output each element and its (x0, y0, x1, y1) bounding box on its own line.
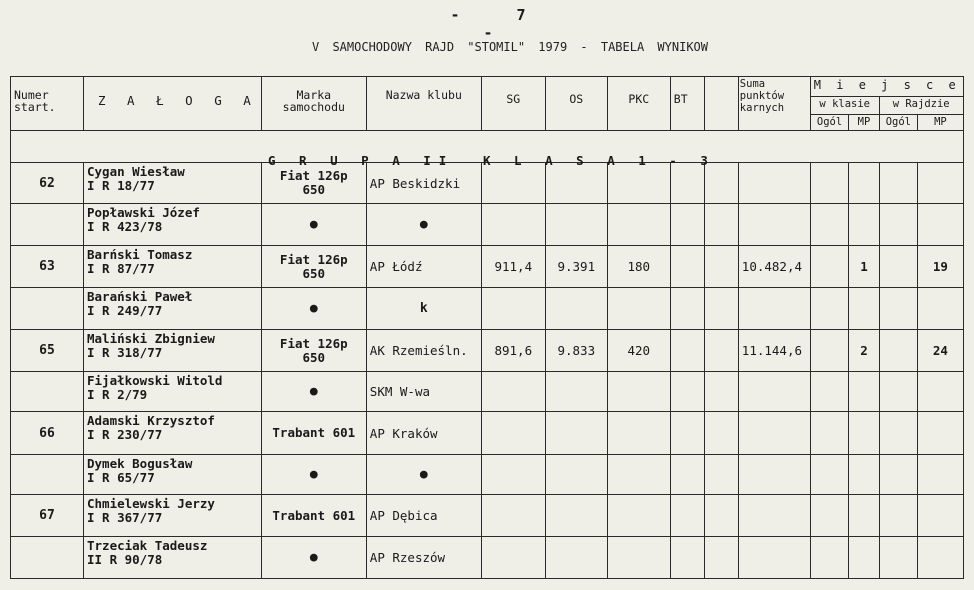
empty-cell (810, 163, 848, 204)
pkc-value (607, 495, 670, 537)
header-w-klasie: w klasie (810, 97, 879, 115)
start-number: 67 (11, 495, 84, 537)
crew-name: Barański Paweł (87, 289, 193, 304)
penalty-sum (738, 163, 810, 204)
car-make-model: Fiat 126p (279, 251, 348, 267)
table-row (11, 163, 964, 204)
crew-cell (84, 330, 262, 372)
bt-value (670, 288, 704, 330)
place-in-rally (918, 455, 964, 495)
club-name: ● (366, 455, 481, 495)
crew-name: Cygan Wiesław (87, 164, 185, 179)
car-make-model: Trabant 601 (272, 507, 356, 523)
empty-cell (810, 372, 848, 412)
sg-value (481, 204, 545, 246)
pkc-value (607, 537, 670, 579)
car-engine: 650 (302, 349, 326, 365)
place-in-class (849, 412, 879, 455)
empty-cell (810, 495, 848, 537)
crew-cell (84, 455, 262, 495)
start-number (11, 288, 84, 330)
bt-value (670, 412, 704, 455)
car-make-model: ● (309, 466, 318, 482)
blank-cell (704, 163, 738, 204)
car-engine: 650 (302, 182, 326, 197)
os-value (545, 537, 607, 579)
sg-value: 891,6 (481, 330, 545, 372)
car-make (261, 330, 366, 372)
blank-cell (704, 455, 738, 495)
sg-value (481, 455, 545, 495)
penalty-sum (738, 455, 810, 495)
place-in-rally (918, 204, 964, 246)
os-value: 9.833 (545, 330, 607, 372)
crew-license: I R 249/77 (87, 303, 163, 318)
penalty-sum (738, 204, 810, 246)
empty-cell (879, 246, 917, 288)
header-os: OS (545, 77, 607, 131)
start-number: 66 (11, 412, 84, 455)
pkc-value (607, 204, 670, 246)
crew-license: I R 2/79 (87, 387, 148, 402)
club-name: AK Rzemieśln. (366, 330, 481, 372)
header-bt: BT (670, 77, 704, 131)
pkc-value (607, 412, 670, 455)
group-label: G R U P A II (268, 153, 455, 168)
empty-cell (810, 455, 848, 495)
crew-name: Trzeciak Tadeusz (87, 538, 208, 553)
crew-cell (84, 372, 262, 412)
crew-name: Chmielewski Jerzy (87, 496, 215, 511)
penalty-sum (738, 495, 810, 537)
table-row (11, 412, 964, 455)
club-name: SKM W-wa (366, 372, 481, 412)
blank-cell (704, 288, 738, 330)
blank-cell (704, 495, 738, 537)
table-row (11, 246, 964, 288)
start-number (11, 204, 84, 246)
os-value (545, 163, 607, 204)
blank-cell (704, 372, 738, 412)
place-in-class (849, 204, 879, 246)
car-make (261, 412, 366, 455)
empty-cell (879, 412, 917, 455)
place-in-rally: 19 (918, 246, 964, 288)
crew-cell (84, 495, 262, 537)
os-value (545, 495, 607, 537)
place-in-class: 2 (849, 330, 879, 372)
car-engine: 650 (302, 265, 326, 281)
place-in-class (849, 455, 879, 495)
header-pkc: PKC (607, 77, 670, 131)
header-numer: Numer start. (11, 77, 84, 131)
table-row (11, 330, 964, 372)
bt-value (670, 537, 704, 579)
header-w-rajdzie: w Rajdzie (879, 97, 963, 115)
empty-cell (810, 537, 848, 579)
car-make-model: ● (309, 300, 318, 316)
sg-value (481, 163, 545, 204)
start-number: 63 (11, 246, 84, 288)
header-mp-rajd: MP (918, 115, 964, 131)
car-make-model: Trabant 601 (272, 425, 356, 440)
table-row (11, 495, 964, 537)
sg-value (481, 495, 545, 537)
place-in-rally (918, 288, 964, 330)
empty-cell (879, 455, 917, 495)
crew-cell (84, 204, 262, 246)
car-make (261, 288, 366, 330)
crew-license: I R 367/77 (87, 510, 163, 525)
os-value (545, 455, 607, 495)
place-in-rally (918, 495, 964, 537)
club-name: k (366, 288, 481, 330)
bt-value (670, 246, 704, 288)
os-value (545, 288, 607, 330)
crew-license: I R 65/77 (87, 470, 155, 485)
pkc-value (607, 372, 670, 412)
table-row (11, 372, 964, 412)
table-row (11, 537, 964, 579)
start-number (11, 537, 84, 579)
club-name: AP Dębica (366, 495, 481, 537)
place-in-rally (918, 372, 964, 412)
club-name: AP Beskidzki (366, 163, 481, 204)
penalty-sum (738, 412, 810, 455)
header-mp-klasa: MP (849, 115, 879, 131)
empty-cell (879, 372, 917, 412)
sg-value: 911,4 (481, 246, 545, 288)
header-ogol-rajd: Ogól (879, 115, 917, 131)
car-make-model: Fiat 126p (279, 335, 348, 351)
car-make (261, 372, 366, 412)
table-row (11, 204, 964, 246)
blank-cell (704, 330, 738, 372)
penalty-sum (738, 288, 810, 330)
header-klub: Nazwa klubu (366, 77, 481, 131)
pkc-value (607, 163, 670, 204)
place-in-class: 1 (849, 246, 879, 288)
start-number: 65 (11, 330, 84, 372)
table-row (11, 288, 964, 330)
crew-license: I R 423/78 (87, 219, 163, 234)
header-marka: Marka samochodu (261, 77, 366, 131)
club-name: AP Rzeszów (366, 537, 481, 579)
empty-cell (879, 288, 917, 330)
os-value (545, 412, 607, 455)
empty-cell (879, 163, 917, 204)
club-name: AP Kraków (366, 412, 481, 455)
penalty-sum: 10.482,4 (738, 246, 810, 288)
start-number (11, 372, 84, 412)
crew-name: Dymek Bogusław (87, 456, 193, 471)
penalty-sum (738, 537, 810, 579)
empty-cell (879, 330, 917, 372)
crew-name: Maliński Zbigniew (87, 331, 215, 346)
crew-license: I R 318/77 (87, 345, 163, 360)
car-make (261, 204, 366, 246)
sg-value (481, 412, 545, 455)
bt-value (670, 495, 704, 537)
crew-license: I R 230/77 (87, 427, 163, 442)
crew-cell (84, 412, 262, 455)
class-label: K L A S A 1 - 3 (483, 153, 716, 168)
crew-cell (84, 288, 262, 330)
place-in-class (849, 372, 879, 412)
sg-value (481, 537, 545, 579)
bt-value (670, 372, 704, 412)
car-make-model: Fiat 126p (279, 168, 348, 183)
place-in-class (849, 163, 879, 204)
place-in-rally (918, 163, 964, 204)
crew-name: Adamski Krzysztof (87, 413, 215, 428)
pkc-value: 420 (607, 330, 670, 372)
bt-value (670, 330, 704, 372)
place-in-class (849, 288, 879, 330)
results-table (10, 76, 964, 579)
crew-cell (84, 246, 262, 288)
crew-license: I R 18/77 (87, 178, 155, 193)
pkc-value (607, 455, 670, 495)
sg-value (481, 288, 545, 330)
car-make (261, 163, 366, 204)
header-blank (704, 77, 738, 131)
place-in-rally: 24 (918, 330, 964, 372)
crew-cell (84, 163, 262, 204)
blank-cell (704, 204, 738, 246)
blank-cell (704, 412, 738, 455)
start-number: 62 (11, 163, 84, 204)
bt-value (670, 163, 704, 204)
pkc-value: 180 (607, 246, 670, 288)
sg-value (481, 372, 545, 412)
pkc-value (607, 288, 670, 330)
car-make-model: ● (309, 549, 318, 565)
penalty-sum (738, 372, 810, 412)
header-suma: Suma punktów karnych (738, 77, 810, 131)
empty-cell (810, 246, 848, 288)
empty-cell (810, 330, 848, 372)
header-sg: SG (481, 77, 545, 131)
car-make-model: ● (309, 216, 318, 232)
place-in-rally (918, 412, 964, 455)
car-make (261, 495, 366, 537)
page-title: V SAMOCHODOWY RAJD "STOMIL" 1979 - TABELA WYNIKOW (312, 40, 709, 54)
club-name: ● (366, 204, 481, 246)
os-value (545, 204, 607, 246)
crew-license: I R 87/77 (87, 261, 155, 276)
place-in-class (849, 537, 879, 579)
car-make (261, 246, 366, 288)
crew-name: Barński Tomasz (87, 247, 193, 262)
club-name: AP Łódź (366, 246, 481, 288)
empty-cell (810, 288, 848, 330)
crew-name: Fijałkowski Witold (87, 373, 223, 388)
page-number: - 7 - (450, 6, 550, 42)
car-make (261, 537, 366, 579)
header-zaloga: Z A Ł O G A (84, 77, 262, 131)
bt-value (670, 204, 704, 246)
empty-cell (879, 537, 917, 579)
place-in-rally (918, 537, 964, 579)
crew-license: II R 90/78 (87, 552, 163, 567)
table-row (11, 455, 964, 495)
os-value: 9.391 (545, 246, 607, 288)
car-make (261, 455, 366, 495)
os-value (545, 372, 607, 412)
blank-cell (704, 537, 738, 579)
empty-cell (879, 495, 917, 537)
header-miejsce: M i e j s c e (810, 77, 963, 97)
empty-cell (810, 204, 848, 246)
empty-cell (879, 204, 917, 246)
car-make-model: ● (309, 383, 318, 399)
start-number (11, 455, 84, 495)
header-ogol-klasa: Ogól (810, 115, 848, 131)
penalty-sum: 11.144,6 (738, 330, 810, 372)
blank-cell (704, 246, 738, 288)
crew-name: Popławski Józef (87, 205, 200, 220)
empty-cell (810, 412, 848, 455)
bt-value (670, 455, 704, 495)
crew-cell (84, 537, 262, 579)
place-in-class (849, 495, 879, 537)
